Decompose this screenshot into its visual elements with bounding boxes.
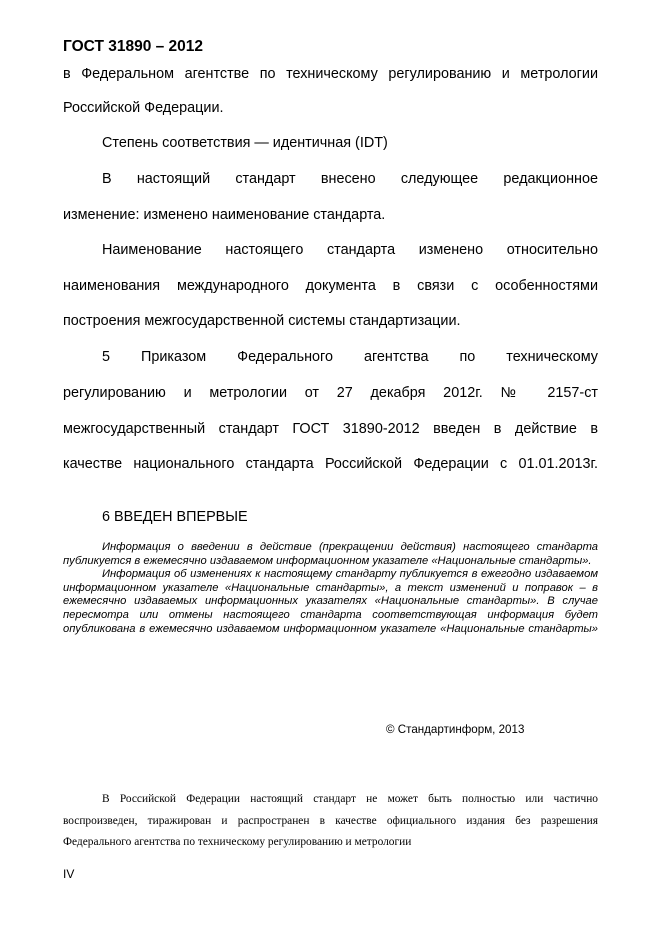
body-line: Степень соответствия — идентичная (IDT) <box>102 135 388 151</box>
body-line: в Федеральном агентстве по техническому регулированию и метрологии <box>63 66 598 82</box>
page-number: IV <box>63 867 75 881</box>
body-line: регулированию и метрологии от 27 декабря 2012г. № 2157-ст <box>63 385 598 401</box>
body-line: изменение: изменено наименование стандарта. <box>63 207 386 223</box>
section-heading: 6 ВВЕДЕН ВПЕРВЫЕ <box>102 509 248 525</box>
body-line: Российской Федерации. <box>63 100 224 116</box>
body-line: построения межгосударственной системы стандартизации. <box>63 313 461 329</box>
body-line: В настоящий стандарт внесено следующее редакционное <box>102 171 598 187</box>
info-notes <box>63 541 598 636</box>
body-line: наименования международного документа в связи с особенностями <box>63 278 598 294</box>
body-line: качестве национального стандарта Российской Федерации с 01.01.2013г. <box>63 456 598 472</box>
info-note: Информация о введении в действие (прекращении действия) настоящего стандарта публикуется в ежемесячно издаваемом информационном указателе «Национальные стандарты». <box>63 541 598 567</box>
body-line: Наименование настоящего стандарта изменено относительно <box>102 242 598 258</box>
legal-text: В Российской Федерации настоящий стандарт не может быть полностью или частично воспроизведен, тиражирован и распространен в качестве официального издания без разрешения Федерального агентства по техническому регулированию и метрологии <box>63 793 598 848</box>
info-note: Информация об изменениях к настоящему стандарту публикуется в ежегодно издаваемом информационном указателе «Национальные стандарты», а текст изменений и поправок – в ежемесячно издаваемых информационных указателях «Национальные стандарты». В случае пересмотра или отмены настоящего стандарта соответствующая информация будет опубликована в ежемесячно издаваемом информационном указателе «Национальные стандарты» <box>63 568 598 635</box>
legal-notice <box>63 789 598 854</box>
copyright-notice: © Стандартинформ, 2013 <box>386 723 525 736</box>
document-header: ГОСТ 31890 – 2012 <box>63 38 204 55</box>
body-line: межгосударственный стандарт ГОСТ 31890-2012 введен в действие в <box>63 421 598 437</box>
body-line: 5 Приказом Федерального агентства по техническому <box>102 349 598 365</box>
